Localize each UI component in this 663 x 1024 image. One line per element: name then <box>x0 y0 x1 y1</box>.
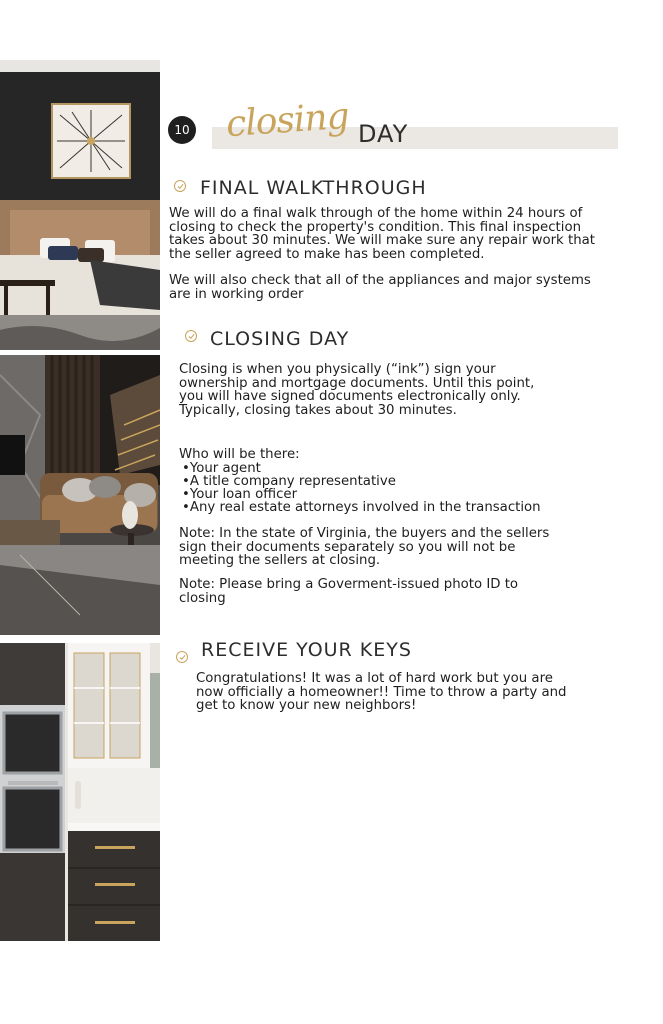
check-circle-icon <box>176 651 188 663</box>
who-label: Who will be there: <box>179 447 300 462</box>
check-circle-icon <box>174 180 186 192</box>
walkthrough-paragraph-1: We will do a final walk through of the home within 24 hours of closing to check the property's condition. This final inspection takes about 30 minutes. We will make sure any repair work that the seller agreed to make has been completed. <box>169 206 595 262</box>
check-circle-icon <box>185 330 197 342</box>
keys-paragraph: Congratulations! It was a lot of hard work but you are now officially a homeowner!! Time to throw a party and get to know your new neighbors! <box>196 671 567 713</box>
walkthrough-paragraph-2: We will also check that all of the appliances and major systems are in working order <box>169 273 591 302</box>
list-item: • Any real estate attorneys involved in the transaction <box>182 501 541 514</box>
list-item: • Your loan officer <box>182 488 541 501</box>
walkthrough-heading: FINAL WALKTHROUGH <box>200 177 427 199</box>
title-script: closing <box>224 95 350 146</box>
living-room-photo <box>0 355 160 635</box>
closing-heading: CLOSING DAY <box>210 328 350 350</box>
list-item: • Your agent <box>182 462 541 475</box>
step-number-badge: 10 <box>168 116 196 144</box>
photo-id-note: Note: Please bring a Goverment-issued photo ID to closing <box>179 577 519 606</box>
attendee-list <box>182 462 541 514</box>
keys-heading: RECEIVE YOUR KEYS <box>201 639 412 661</box>
bedroom-photo <box>0 60 160 350</box>
title-plain: DAY <box>358 120 409 148</box>
virginia-note: Note: In the state of Virginia, the buyers and the sellers sign their documents separately so you will not be meeting the sellers at closing. <box>179 526 550 568</box>
list-item: • A title company representative <box>182 475 541 488</box>
closing-paragraph: Closing is when you physically (“ink”) sign your ownership and mortgage documents. Until this point, you will have signed documents electronically only. Typically, closing takes about 30 minutes. <box>179 362 535 418</box>
kitchen-photo <box>0 643 160 941</box>
